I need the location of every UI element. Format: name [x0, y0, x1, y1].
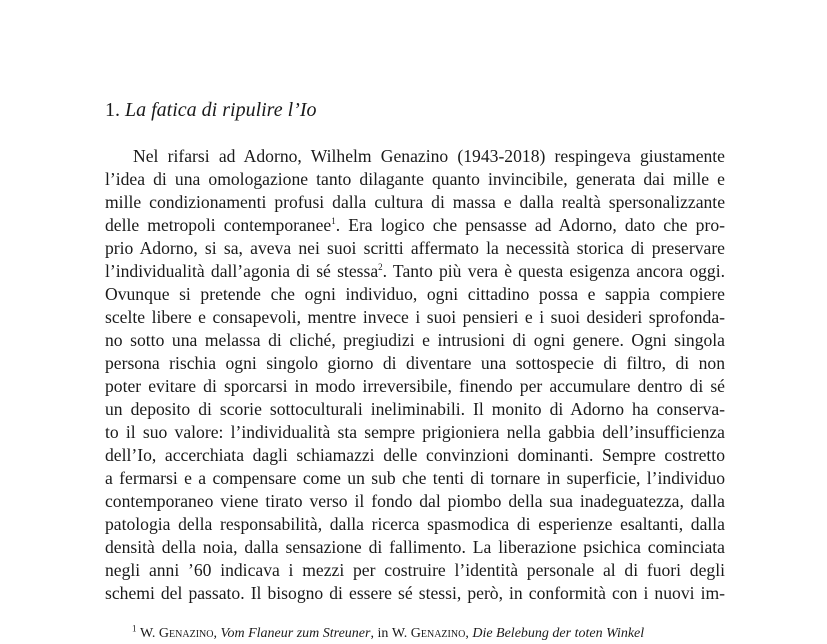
text-line: patologia della responsabilità, dalla ricerca spasmodica di esperienze esaltanti, dalla	[105, 514, 725, 534]
section-title: La fatica di ripulire l’Io	[125, 99, 317, 121]
text-segment: . Era logico che pensasse ad Adorno, dato che pro-	[335, 215, 725, 235]
footnote-title: Die Belebung der toten Winkel	[472, 626, 645, 641]
text-line: l’idea di una omologazione tanto dilagante quanto invincibile, generata dai mille e	[105, 169, 725, 189]
text-line: mille condizionamenti profusi dalla cultura di massa e dalla realtà spersonalizzante	[105, 192, 725, 212]
footnote-title: Vom Flaneur zum Streuner	[220, 626, 371, 641]
text-line	[105, 260, 725, 283]
text-line: a fermarsi e a compensare come un sub che tenti di tornare in superficie, l’individuo	[105, 468, 725, 488]
text-line: un deposito di scorie sottoculturali ineliminabili. Il monito di Adorno ha conserva-	[105, 399, 725, 419]
text-segment: . Tanto più vera è questa esigenza ancora oggi.	[382, 261, 725, 281]
footnote-separator: , in	[370, 626, 389, 641]
text-line: Ovunque si pretende che ogni individuo, ogni cittadino possa e sappia compiere	[105, 284, 725, 304]
text-line	[105, 214, 725, 237]
footnote-ref-1[interactable]: 1	[331, 216, 336, 227]
text-line: schemi del passato. Il bisogno di essere sé stessi, però, in conformità con i nuovi im-	[105, 583, 725, 603]
footnote: $^1$ W. Genazino, Vom Flaneur zum Streuner, in W. Genazino, Die Belebung der toten Winkel	[132, 623, 645, 641]
footnote-mark: 1	[132, 623, 137, 634]
footnote-author: W. Genazino	[391, 626, 466, 641]
body-paragraph	[105, 145, 725, 605]
text-line: Nel rifarsi ad Adorno, Wilhelm Genazino (1943-2018) respingeva giustamente	[133, 146, 725, 166]
section-number: 1.	[105, 99, 120, 121]
text-line: dell’Io, accerchiata dagli schiamazzi delle convinzioni dominanti. Sempre costretto	[105, 445, 725, 465]
text-line: contemporaneo viene tirato verso il fondo dal piombo della sua inadeguatezza, dalla	[105, 491, 725, 511]
text-line: densità della noia, dalla sensazione di fallimento. La liberazione psichica cominciata	[105, 537, 725, 557]
text-line: scelte libere e consapevoli, mentre invece i suoi pensieri e i suoi desideri sprofonda-	[105, 307, 725, 327]
text-segment: l’individualità dall’agonia di sé stessa	[105, 261, 379, 281]
section-heading	[105, 96, 316, 124]
text-segment: delle metropoli contemporanee	[105, 215, 332, 235]
text-line: persona rischia ogni singolo giorno di diventare una sottospecie di filtro, di non	[105, 353, 725, 373]
text-line: negli anni ’60 indicava i mezzi per costruire l’identità personale al di fuori degli	[105, 560, 725, 580]
text-line: prio Adorno, si sa, aveva nei suoi scritti affermato la necessità storica di preservare	[105, 238, 725, 258]
text-line: to il suo valore: l’individualità sta sempre prigioniera nella gabbia dell’insufficienza	[105, 422, 725, 442]
footnote-author: W. Genazino	[140, 626, 214, 641]
footnote-ref-2[interactable]: 2	[378, 262, 383, 273]
text-line: poter evitare di sporcarsi in modo irreversibile, finendo per accumulare dentro di sé	[105, 376, 725, 396]
text-line: no sotto una melassa di cliché, pregiudizi e intrusioni di ogni genere. Ogni singola	[105, 330, 725, 350]
